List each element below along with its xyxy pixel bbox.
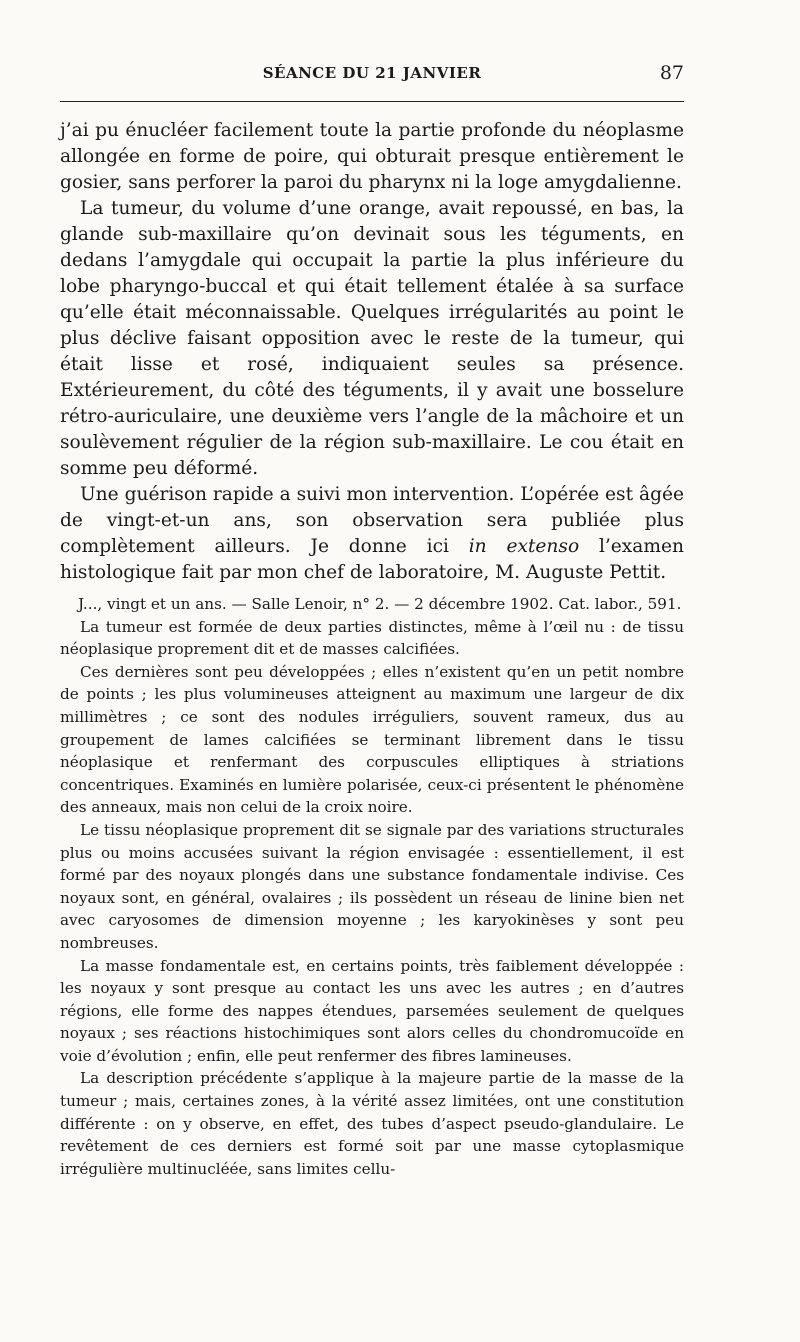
main-paragraph-3-before: Une guérison rapide a suivi mon intervention. L’opérée est âgée de vingt-et-un ans, son observation sera publiée plus complètement ailleurs. Je donne ici [60, 484, 684, 557]
histology-report [60, 593, 684, 1180]
report-paragraph-4: La masse fondamentale est, en certains points, très faiblement développée : les noyaux y sont presque au contact les uns avec les autres ; en d’autres régions, elle forme des nappes étendues, parsemées seulement de quelques noyaux ; ses réactions histochimiques sont alors celles du chondromucoïde en voie d’évolution ; enfin, elle peut renfermer des fibres lamineuses. [60, 956, 684, 1065]
main-paragraph-1: j’ai pu énucléer facilement toute la partie profonde du néoplasme allongée en forme de poire, qui obturait presque entièrement le gosier, sans perforer la paroi du pharynx ni la loge amygdalienne. [60, 120, 684, 193]
main-paragraph-3-after: l’examen histologique fait par mon chef de laboratoire, M. Auguste Pettit. [60, 536, 684, 583]
main-text [60, 118, 684, 586]
running-title: SÉANCE DU 21 JANVIER [262, 64, 482, 82]
report-paragraph-5: La description précédente s’applique à la majeure partie de la masse de la tumeur ; mais, certaines zones, à la vérité assez limitées, ont une constitution différente : on y observe, en effet, des tubes d’aspect pseudo-glandulaire. Le revêtement de ces derniers est formé soit par une masse cytoplasmique irrégulière multinucléée, sans limites cellu- [60, 1069, 684, 1178]
case-reference: J..., vingt et un ans. — Salle Lenoir, n° 2. — 2 décembre 1902. Cat. labor., 591. [78, 595, 682, 613]
report-paragraph-2: Ces dernières sont peu développées ; elles n’existent qu’en un petit nombre de points ; les plus volumineuses atteignent au maximum une largeur de dix millimètres ; ce sont des nodules irréguliers, souvent rameux, dus au groupement de lames calcifiées se terminant librement dans le tissu néoplasique et renfermant des corpuscules elliptiques à striations concentriques. Examinés en lumière polarisée, ceux-ci présentent le phénomène des anneaux, mais non celui de la croix noire. [60, 662, 684, 817]
running-head [60, 62, 684, 84]
main-paragraph-2: La tumeur, du volume d’une orange, avait repoussé, en bas, la glande sub-maxillaire qu’on devinait sous les téguments, en dedans l’amygdale qui occupait la partie la plus inférieure du lobe pharyngo-buccal et qui était tellement étalée à sa surface qu’elle était méconnaissable. Quelques irrégularités au point le plus déclive faisant opposition avec le reste de la tumeur, qui était lisse et rosé, indiquaient seules sa présence. Extérieurement, du côté des téguments, il y avait une bosselure rétro-auriculaire, une deuxième vers l’angle de la mâchoire et un soulèvement régulier de la région sub-maxillaire. Le cou était en somme peu déformé. [60, 198, 684, 479]
page-number: 87 [659, 62, 684, 84]
report-paragraph-1: La tumeur est formée de deux parties distinctes, même à l’œil nu : de tissu néoplasique proprement dit et de masses calcifiées. [60, 617, 684, 659]
header-rule [60, 101, 684, 102]
main-paragraph-3 [60, 482, 684, 586]
report-paragraph-3: Le tissu néoplasique proprement dit se signale par des variations structurales plus ou moins accusées suivant la région envisagée : essentiellement, il est formé par des noyaux plongés dans une substance fondamentale indivise. Ces noyaux sont, en général, ovalaires ; ils possèdent un réseau de linine bien net avec caryosomes de dimension moyenne ; les karyokinèses y sont peu nombreuses. [60, 820, 684, 952]
latin-emphasis: in extenso [468, 536, 580, 557]
